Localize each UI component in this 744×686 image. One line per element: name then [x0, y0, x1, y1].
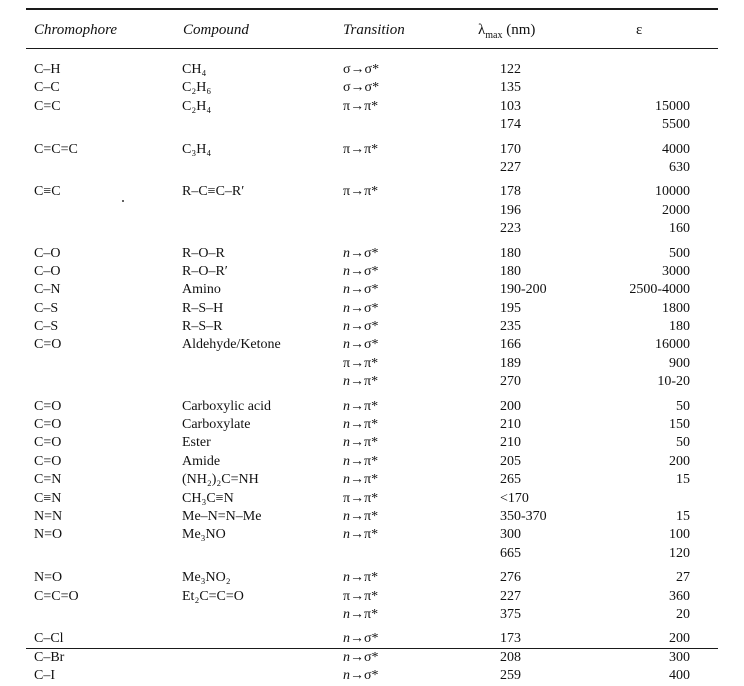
cell-transition: σ→σ* [343, 80, 380, 96]
cell-compound: Et₂C=C=O [182, 588, 244, 604]
cell-lambda-max: 170 [500, 141, 521, 157]
table-row [0, 263, 744, 281]
cell-lambda-max: <170 [500, 490, 529, 506]
cell-compound: CH₃C≡N [182, 490, 234, 506]
cell-compound: R–O–R′ [182, 263, 228, 279]
cell-chromophore: C=C [34, 98, 61, 114]
cell-lambda-max: 227 [500, 159, 521, 175]
cell-compound: Amide [182, 453, 221, 469]
table-row [0, 141, 744, 159]
table-row [0, 183, 744, 201]
cell-epsilon: 180 [669, 319, 690, 335]
table-row [0, 61, 744, 79]
cell-lambda-max: 200 [500, 398, 521, 414]
cell-lambda-max: 265 [500, 472, 521, 488]
table-row [0, 300, 744, 318]
top-rule [26, 8, 718, 10]
cell-lambda-max: 189 [500, 355, 521, 371]
cell-compound: Amino [182, 282, 221, 298]
cell-lambda-max: 178 [500, 184, 521, 200]
cell-lambda-max: 235 [500, 319, 521, 335]
cell-epsilon: 50 [676, 398, 690, 414]
cell-chromophore: C–S [34, 300, 59, 316]
table-row [0, 606, 744, 624]
table-row [0, 398, 744, 416]
cell-chromophore: C=O [34, 435, 62, 451]
cell-epsilon: 900 [669, 355, 690, 371]
cell-epsilon: 150 [669, 417, 690, 433]
cell-chromophore: C–O [34, 245, 61, 261]
cell-transition: n→π* [343, 374, 379, 390]
cell-compound: R–S–H [182, 300, 224, 316]
cell-compound: Me₃NO [182, 527, 226, 543]
cell-compound: C₂H₆ [182, 80, 212, 96]
cell-lambda-max: 135 [500, 80, 521, 96]
cell-compound: R–C≡C–R′ [182, 184, 245, 200]
table-row [0, 545, 744, 563]
cell-chromophore: N=O [34, 570, 63, 586]
cell-lambda-max: 208 [500, 649, 521, 665]
header-rule [26, 48, 718, 49]
cell-transition: n→π* [343, 606, 379, 622]
table-row [0, 220, 744, 238]
cell-lambda-max: 174 [500, 117, 521, 133]
cell-lambda-max: 173 [500, 631, 521, 647]
cell-transition: n→π* [343, 570, 379, 586]
cell-epsilon: 160 [669, 221, 690, 237]
lambda-symbol: λ [478, 22, 486, 38]
cell-lambda-max: 103 [500, 98, 521, 114]
cell-transition: n→σ* [343, 282, 379, 298]
cell-epsilon: 400 [669, 668, 690, 684]
cell-transition: n→σ* [343, 263, 379, 279]
table-row [0, 569, 744, 587]
cell-transition: π→π* [343, 355, 379, 371]
table-row [0, 355, 744, 373]
cell-compound: Carboxylic acid [182, 398, 272, 414]
cell-lambda-max: 195 [500, 300, 521, 316]
table-row [0, 453, 744, 471]
table-row [0, 202, 744, 220]
cell-lambda-max: 180 [500, 245, 521, 261]
lambda-unit: (nm) [502, 22, 536, 38]
cell-chromophore: C=C=C [34, 141, 78, 157]
cell-epsilon: 120 [669, 545, 690, 561]
cell-chromophore: N=N [34, 508, 63, 524]
cell-chromophore: C–Br [34, 649, 65, 665]
cell-lambda-max: 300 [500, 527, 521, 543]
cell-epsilon: 15 [676, 508, 690, 524]
cell-epsilon: 630 [669, 159, 690, 175]
cell-epsilon: 1800 [662, 300, 690, 316]
cell-transition: n→σ* [343, 245, 379, 261]
cell-epsilon: 3000 [662, 263, 690, 279]
cell-lambda-max: 190-200 [500, 282, 547, 298]
cell-chromophore: C=O [34, 417, 62, 433]
table-row [0, 98, 744, 116]
cell-transition: n→π* [343, 527, 379, 543]
cell-chromophore: C=O [34, 398, 62, 414]
cell-lambda-max: 223 [500, 221, 521, 237]
table-row [0, 159, 744, 177]
cell-epsilon: 200 [669, 453, 690, 469]
cell-compound: R–O–R [182, 245, 225, 261]
cell-lambda-max: 665 [500, 545, 521, 561]
table-row [0, 490, 744, 508]
cell-transition: n→π* [343, 417, 379, 433]
cell-lambda-max: 205 [500, 453, 521, 469]
cell-compound: CH₄ [182, 62, 207, 77]
cell-epsilon: 360 [669, 588, 690, 604]
cell-transition: π→π* [343, 588, 379, 604]
cell-epsilon: 300 [669, 649, 690, 665]
cell-transition: n→π* [343, 453, 379, 469]
cell-epsilon: 500 [669, 245, 690, 261]
table-body [0, 61, 744, 686]
cell-chromophore: C–Cl [34, 631, 64, 647]
table-row [0, 434, 744, 452]
table-row [0, 630, 744, 648]
cell-lambda-max: 350-370 [500, 508, 547, 524]
cell-lambda-max: 375 [500, 606, 521, 622]
cell-compound: (NH₂)₂C=NH [182, 472, 259, 488]
cell-compound: Aldehyde/Ketone [182, 337, 281, 353]
cell-epsilon: 2000 [662, 202, 690, 218]
cell-lambda-max: 270 [500, 374, 521, 390]
cell-transition: π→π* [343, 141, 379, 157]
cell-epsilon: 15000 [655, 98, 690, 114]
cell-epsilon: 20 [676, 606, 690, 622]
table-row [0, 336, 744, 354]
stray-dot [122, 200, 124, 202]
cell-transition: n→σ* [343, 300, 379, 316]
cell-transition: n→π* [343, 398, 379, 414]
cell-epsilon: 15 [676, 472, 690, 488]
cell-chromophore: C=C=O [34, 588, 79, 604]
cell-compound: R–S–R [182, 319, 223, 335]
cell-compound: C₂H₄ [182, 98, 212, 114]
header-transition: Transition [343, 22, 405, 38]
cell-compound: Me₃NO₂ [182, 570, 231, 586]
cell-chromophore: C=N [34, 472, 62, 488]
cell-lambda-max: 210 [500, 435, 521, 451]
cell-chromophore: C=O [34, 337, 62, 353]
cell-transition: π→π* [343, 98, 379, 114]
cell-transition: n→π* [343, 508, 379, 524]
table-row [0, 471, 744, 489]
header-lambda-max [478, 22, 535, 41]
table-row [0, 79, 744, 97]
cell-chromophore: C=O [34, 453, 62, 469]
cell-epsilon: 50 [676, 435, 690, 451]
cell-transition: σ→σ* [343, 62, 380, 77]
bottom-rule [26, 648, 718, 649]
header-compound: Compound [183, 22, 249, 38]
cell-transition: n→σ* [343, 631, 379, 647]
cell-chromophore: C–O [34, 263, 61, 279]
table-row [0, 116, 744, 134]
cell-compound: C₃H₄ [182, 141, 212, 157]
cell-epsilon: 200 [669, 631, 690, 647]
table-row [0, 508, 744, 526]
cell-lambda-max: 276 [500, 570, 521, 586]
cell-compound: Me–N=N–Me [182, 508, 262, 524]
lambda-subscript: max [485, 30, 503, 41]
cell-chromophore: C–N [34, 282, 61, 298]
cell-epsilon: 10000 [655, 184, 690, 200]
cell-epsilon: 5500 [662, 117, 690, 133]
cell-epsilon: 100 [669, 527, 690, 543]
cell-chromophore: C–S [34, 319, 59, 335]
table-row [0, 526, 744, 544]
cell-transition: n→π* [343, 435, 379, 451]
cell-chromophore: C–I [34, 668, 55, 684]
cell-transition: π→π* [343, 490, 379, 506]
cell-transition: π→π* [343, 184, 379, 200]
table-row [0, 416, 744, 434]
cell-chromophore: N=O [34, 527, 63, 543]
cell-compound: Ester [182, 435, 211, 451]
cell-chromophore: C≡C [34, 184, 61, 200]
cell-lambda-max: 259 [500, 668, 521, 684]
cell-chromophore: C–C [34, 80, 60, 96]
cell-chromophore: C–H [34, 62, 61, 77]
table-row [0, 245, 744, 263]
cell-lambda-max: 166 [500, 337, 521, 353]
cell-transition: n→σ* [343, 337, 379, 353]
cell-lambda-max: 227 [500, 588, 521, 604]
cell-epsilon: 2500-4000 [629, 282, 690, 298]
header-epsilon: ε [636, 22, 643, 38]
cell-transition: n→σ* [343, 649, 379, 665]
cell-transition: n→σ* [343, 668, 379, 684]
cell-epsilon: 16000 [655, 337, 690, 353]
cell-epsilon: 10-20 [657, 374, 690, 390]
cell-chromophore: C≡N [34, 490, 62, 506]
table-row [0, 667, 744, 685]
cell-lambda-max: 210 [500, 417, 521, 433]
cell-lambda-max: 196 [500, 202, 521, 218]
cell-lambda-max: 122 [500, 62, 521, 77]
cell-transition: n→σ* [343, 319, 379, 335]
table-row [0, 281, 744, 299]
header-chromophore: Chromophore [34, 22, 118, 38]
cell-transition: n→π* [343, 472, 379, 488]
cell-compound: Carboxylate [182, 417, 251, 433]
cell-epsilon: 4000 [662, 141, 690, 157]
table-row [0, 318, 744, 336]
cell-epsilon: 27 [676, 570, 690, 586]
table-row [0, 373, 744, 391]
table-row [0, 588, 744, 606]
cell-lambda-max: 180 [500, 263, 521, 279]
